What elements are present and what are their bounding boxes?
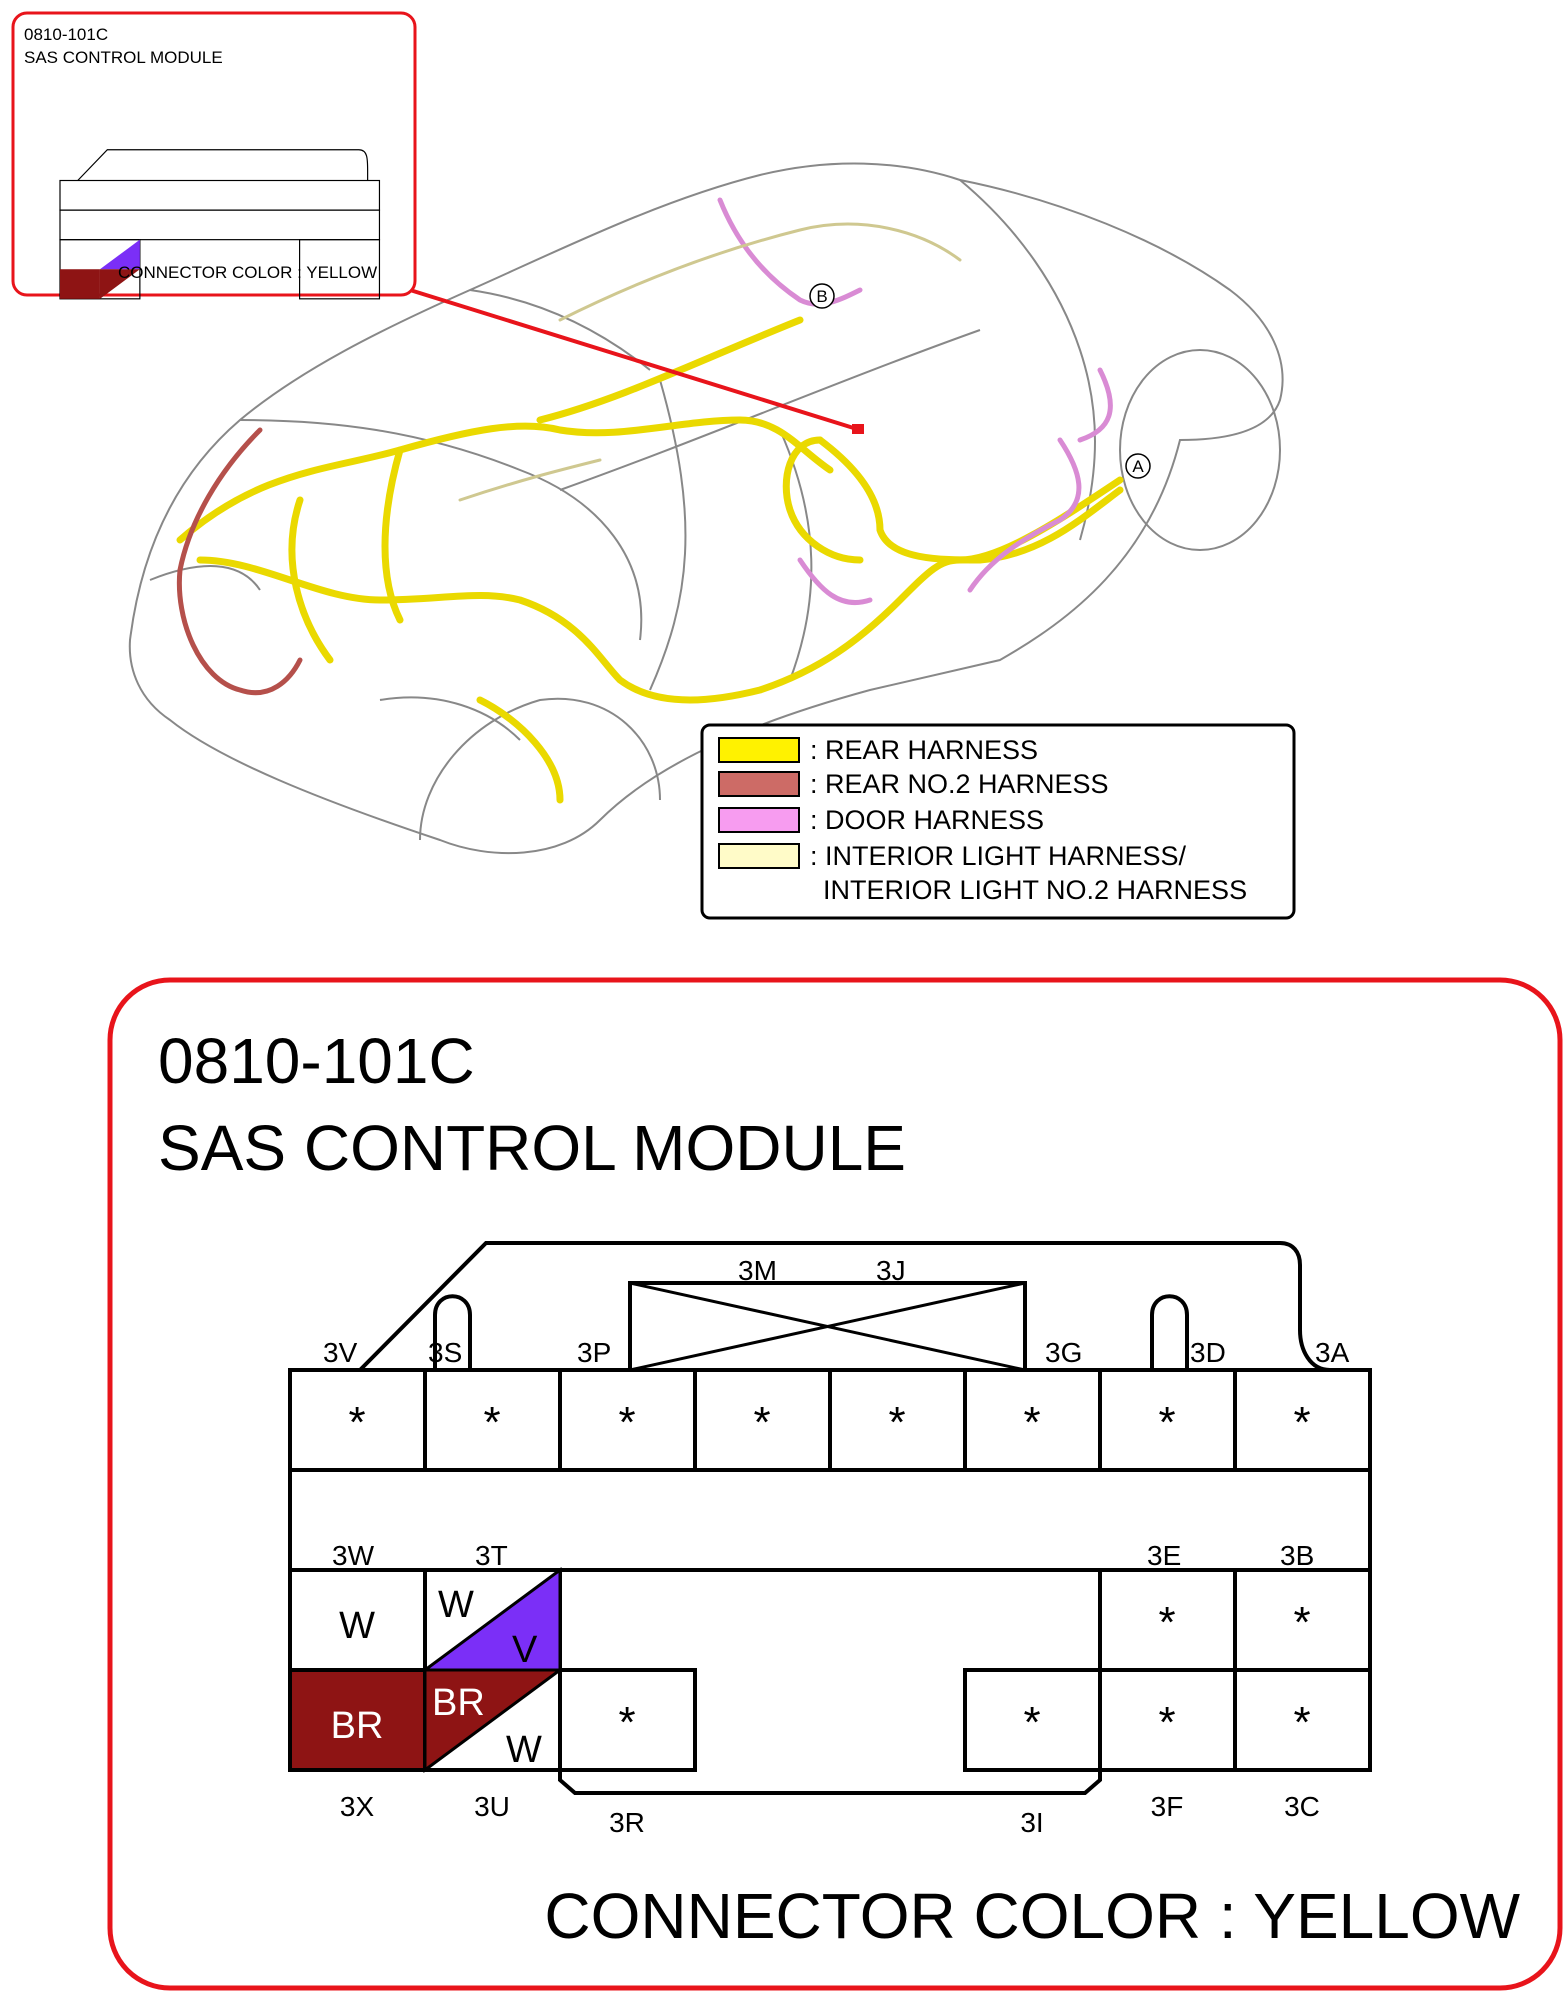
callout-a xyxy=(1126,454,1150,478)
pin-3e-mark: * xyxy=(1158,1598,1176,1647)
pin-3x-color: BR xyxy=(330,1705,384,1747)
label-3i: 3I xyxy=(1020,1807,1044,1838)
pin-3r-mark: * xyxy=(618,1698,636,1747)
legend-swatch-interior-light xyxy=(719,844,799,868)
label-3t: 3T xyxy=(475,1540,508,1571)
legend-swatch-rear xyxy=(719,738,799,762)
interior-light-harness-wires xyxy=(460,224,960,500)
label-3x: 3X xyxy=(339,1791,375,1822)
legend-label-rear-no2: : REAR NO.2 HARNESS xyxy=(810,769,1109,799)
leader-line xyxy=(410,290,860,430)
inset-connector-name: SAS CONTROL MODULE xyxy=(24,48,223,67)
svg-text:B: B xyxy=(816,287,828,306)
callout-b xyxy=(810,284,834,308)
label-3j: 3J xyxy=(876,1255,906,1286)
label-3p: 3P xyxy=(577,1337,612,1368)
label-3w: 3W xyxy=(332,1540,374,1571)
svg-text:A: A xyxy=(1132,457,1144,476)
pin-3k-mark: * xyxy=(888,1398,906,1447)
label-3e: 3E xyxy=(1147,1540,1182,1571)
label-3s: 3S xyxy=(428,1337,463,1368)
pin-3w-color: W xyxy=(339,1605,375,1647)
label-3r: 3R xyxy=(609,1807,645,1838)
connector-color-note: CONNECTOR COLOR : YELLOW xyxy=(544,1880,1520,1952)
legend xyxy=(702,725,1294,918)
label-3u: 3U xyxy=(474,1791,510,1822)
pin-3n-mark: * xyxy=(753,1398,771,1447)
pin-3t-color-bottom: V xyxy=(512,1629,538,1671)
label-3c: 3C xyxy=(1284,1791,1320,1822)
pin-3a-mark: * xyxy=(1293,1398,1311,1447)
pin-3c-mark: * xyxy=(1293,1698,1311,1747)
connector-location-marker xyxy=(852,424,864,434)
legend-label-rear: : REAR HARNESS xyxy=(810,735,1039,765)
legend-swatch-door xyxy=(719,808,799,832)
pin-3v-mark: * xyxy=(348,1398,366,1447)
pin-3u-color-bottom: W xyxy=(506,1729,542,1771)
legend-label-door: : DOOR HARNESS xyxy=(810,805,1045,835)
legend-label-interior-light-no2: INTERIOR LIGHT NO.2 HARNESS xyxy=(823,875,1248,905)
inset-connector-color: CONNECTOR COLOR : YELLOW xyxy=(118,263,378,282)
pin-3s-mark: * xyxy=(483,1398,501,1447)
pin-3d-mark: * xyxy=(1158,1398,1176,1447)
label-3v: 3V xyxy=(323,1337,358,1368)
pin-3f-mark: * xyxy=(1158,1698,1176,1747)
connector-id: 0810-101C xyxy=(158,1025,475,1097)
label-3b: 3B xyxy=(1280,1540,1315,1571)
pin-3b-mark: * xyxy=(1293,1598,1311,1647)
inset-connector-id: 0810-101C xyxy=(24,25,109,44)
door-harness-wires xyxy=(720,200,1110,603)
connector-detail-panel xyxy=(110,980,1560,1988)
label-3m: 3M xyxy=(738,1255,777,1286)
pin-3g-mark: * xyxy=(1023,1398,1041,1447)
pin-3p-mark: * xyxy=(618,1398,636,1447)
label-3d: 3D xyxy=(1190,1337,1226,1368)
legend-swatch-rear-no2 xyxy=(719,772,799,796)
legend-label-interior-light: : INTERIOR LIGHT HARNESS/ xyxy=(810,841,1187,871)
pin-3u-color-top: BR xyxy=(432,1682,485,1724)
pin-3i-mark: * xyxy=(1023,1698,1041,1747)
connector-name: SAS CONTROL MODULE xyxy=(158,1112,906,1184)
label-3f: 3F xyxy=(1150,1791,1184,1822)
connector-inset-small xyxy=(13,13,415,299)
pin-3t-color-top: W xyxy=(438,1584,474,1626)
label-3g: 3G xyxy=(1045,1337,1083,1368)
label-3a: 3A xyxy=(1315,1337,1350,1368)
